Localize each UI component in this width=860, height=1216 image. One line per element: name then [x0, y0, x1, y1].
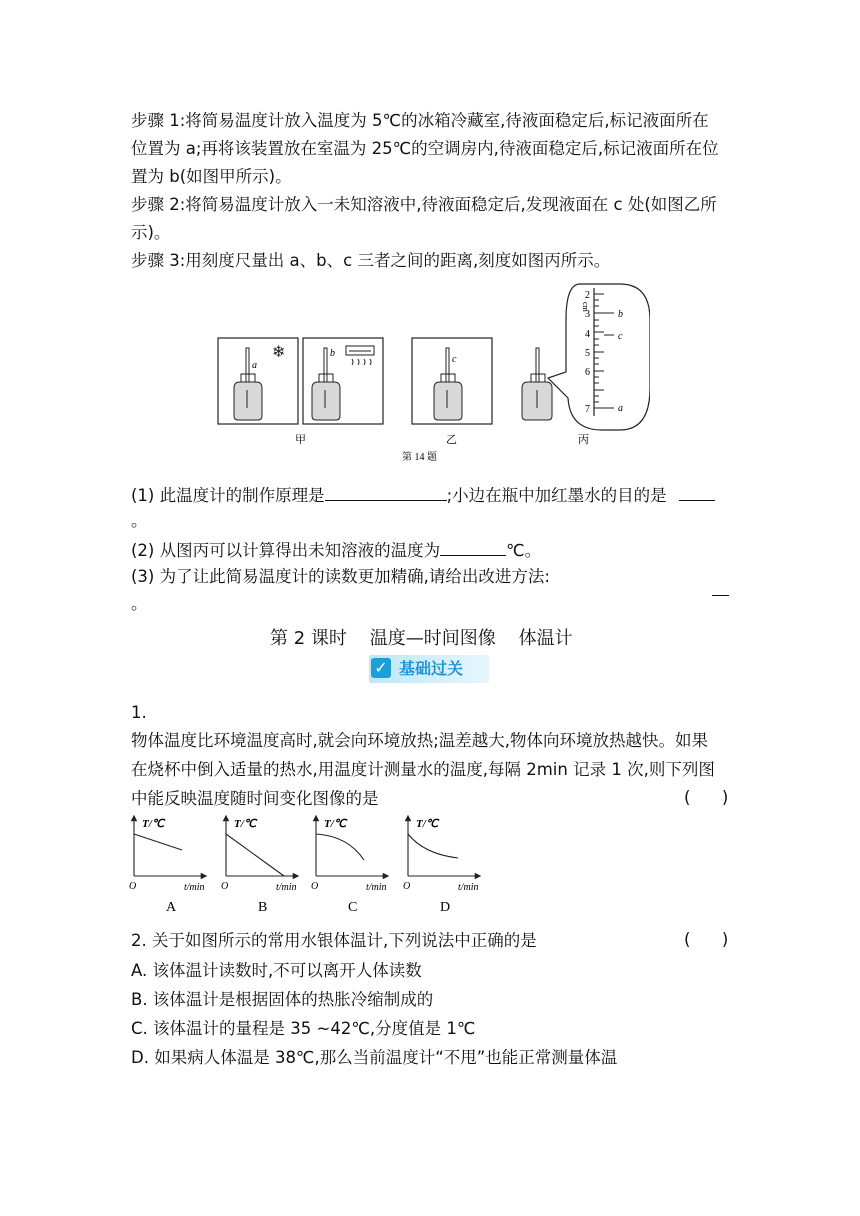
q2-option-d[interactable]: D. 如果病人体温是 38℃,那么当前温度计“不甩”也能正常测量体温 [131, 1048, 618, 1067]
figure-caption: 第 14 题 [402, 452, 437, 463]
section-badge [369, 655, 489, 683]
checkbox-icon: ✓ [371, 658, 391, 678]
graph-d-xaxis: t/min [458, 882, 479, 893]
sub1-end: 。 [131, 511, 148, 530]
ruler-mark-c: c [618, 331, 623, 342]
q2-answer-parens[interactable]: ( ) [684, 930, 729, 949]
q2-option-c[interactable]: C. 该体温计的量程是 35 ~42℃,分度值是 1℃ [131, 1019, 476, 1038]
q2-option-b[interactable]: B. 该体温计是根据固体的热胀冷缩制成的 [131, 990, 434, 1009]
graph-a-xaxis: t/min [184, 882, 205, 893]
q1-answer-parens[interactable]: ( ) [684, 788, 729, 807]
step1-line2: 位置为 a;再将该装置放在室温为 25℃的空调房内,待液面稳定后,标记液面所在位 [131, 139, 719, 158]
graph-c-label: C [348, 900, 358, 915]
ruler-tick-5: 5 [585, 348, 590, 359]
graph-a-label: A [166, 900, 177, 915]
ruler-tick-7: 7 [585, 404, 590, 415]
sub1-mid: ;小边在瓶中加红墨水的目的是 [446, 486, 667, 505]
q14-figure [210, 280, 650, 470]
graph-b-label: B [258, 900, 268, 915]
sub1-line [131, 483, 715, 507]
step1-line3: 置为 b(如图甲所示)。 [131, 167, 292, 186]
step3-line: 步骤 3:用刻度尺量出 a、b、c 三者之间的距离,刻度如图丙所示。 [131, 251, 611, 270]
bottle-icon [522, 348, 552, 420]
graph-a-yaxis: T/℃ [142, 818, 165, 830]
graph-d-yaxis: T/℃ [416, 818, 439, 830]
graph-b-curve [226, 834, 284, 876]
sub3-line [131, 566, 550, 588]
sub1-text: (1) 此温度计的制作原理是 [131, 486, 325, 505]
answer-blank[interactable] [325, 483, 447, 501]
graph-c-origin: O [311, 881, 319, 892]
q1-line3: 中能反映温度随时间变化图像的是 [131, 789, 379, 808]
snowflake-icon: ❄ [272, 344, 286, 361]
ruler-unit: cm [581, 302, 590, 312]
air-conditioner-icon [346, 346, 374, 365]
graph-a-curve [134, 834, 182, 850]
bottle-icon [234, 348, 262, 420]
q1-line1: 物体温度比环境温度高时,就会向环境放热;温差越大,物体向环境放热越快。如果 [131, 731, 709, 750]
sub2-line [131, 538, 541, 562]
graph-b-xaxis: t/min [276, 882, 297, 893]
q2-option-a[interactable]: A. 该体温计读数时,不可以离开人体读数 [131, 961, 422, 980]
graph-c-yaxis: T/℃ [324, 818, 347, 830]
answer-blank[interactable] [712, 578, 729, 596]
sub3-end: 。 [131, 594, 148, 613]
graph-d-curve [408, 834, 458, 858]
sub2-text: (2) 从图丙可以计算得出未知溶液的温度为 [131, 541, 441, 560]
mark-a: a [252, 360, 257, 371]
graph-b-yaxis: T/℃ [234, 818, 257, 830]
q1-line2: 在烧杯中倒入适量的热水,用温度计测量水的温度,每隔 2min 记录 1 次,则下列图 [131, 760, 715, 779]
ruler-tick-2: 2 [585, 290, 590, 301]
graph-b-origin: O [221, 881, 229, 892]
ruler-tick-3: 3 [585, 309, 590, 320]
step2-line1: 步骤 2:将简易温度计放入一未知溶液中,待液面稳定后,发现液面在 c 处(如图乙所 [131, 195, 717, 214]
answer-blank[interactable] [679, 483, 715, 501]
graph-d-label: D [440, 900, 451, 915]
ruler-tick-4: 4 [585, 329, 590, 340]
step2-line2: 示)。 [131, 223, 171, 242]
step1-line1: 步骤 1:将简易温度计放入温度为 5℃的冰箱冷藏室,待液面稳定后,标记液面所在 [131, 111, 709, 130]
q1-number: 1. [131, 703, 147, 722]
ruler-tick-6: 6 [585, 367, 590, 378]
graph-d-origin: O [403, 881, 411, 892]
ruler-mark-b: b [618, 309, 623, 320]
answer-blank[interactable] [440, 538, 506, 556]
label-jia: 甲 [295, 434, 306, 446]
sub2-end: ℃。 [506, 541, 542, 560]
bottle-icon [434, 348, 462, 420]
graph-a-origin: O [129, 881, 137, 892]
graph-c-curve [316, 834, 364, 860]
graph-c-xaxis: t/min [366, 882, 387, 893]
label-yi: 乙 [446, 434, 457, 446]
q2-stem: 2. 关于如图所示的常用水银体温计,下列说法中正确的是 [131, 931, 537, 950]
badge-label: 基础过关 [399, 659, 464, 678]
label-bing: 丙 [578, 434, 589, 446]
bottle-icon [312, 348, 340, 420]
lesson-title: 第 2 课时 温度—时间图像 体温计 [270, 628, 573, 649]
sub3-text: (3) 为了让此简易温度计的读数更加精确,请给出改进方法: [131, 567, 550, 586]
mark-b: b [330, 348, 335, 359]
mark-c: c [452, 354, 457, 365]
ruler-mark-a: a [618, 403, 623, 414]
q1-graphs [126, 814, 496, 916]
